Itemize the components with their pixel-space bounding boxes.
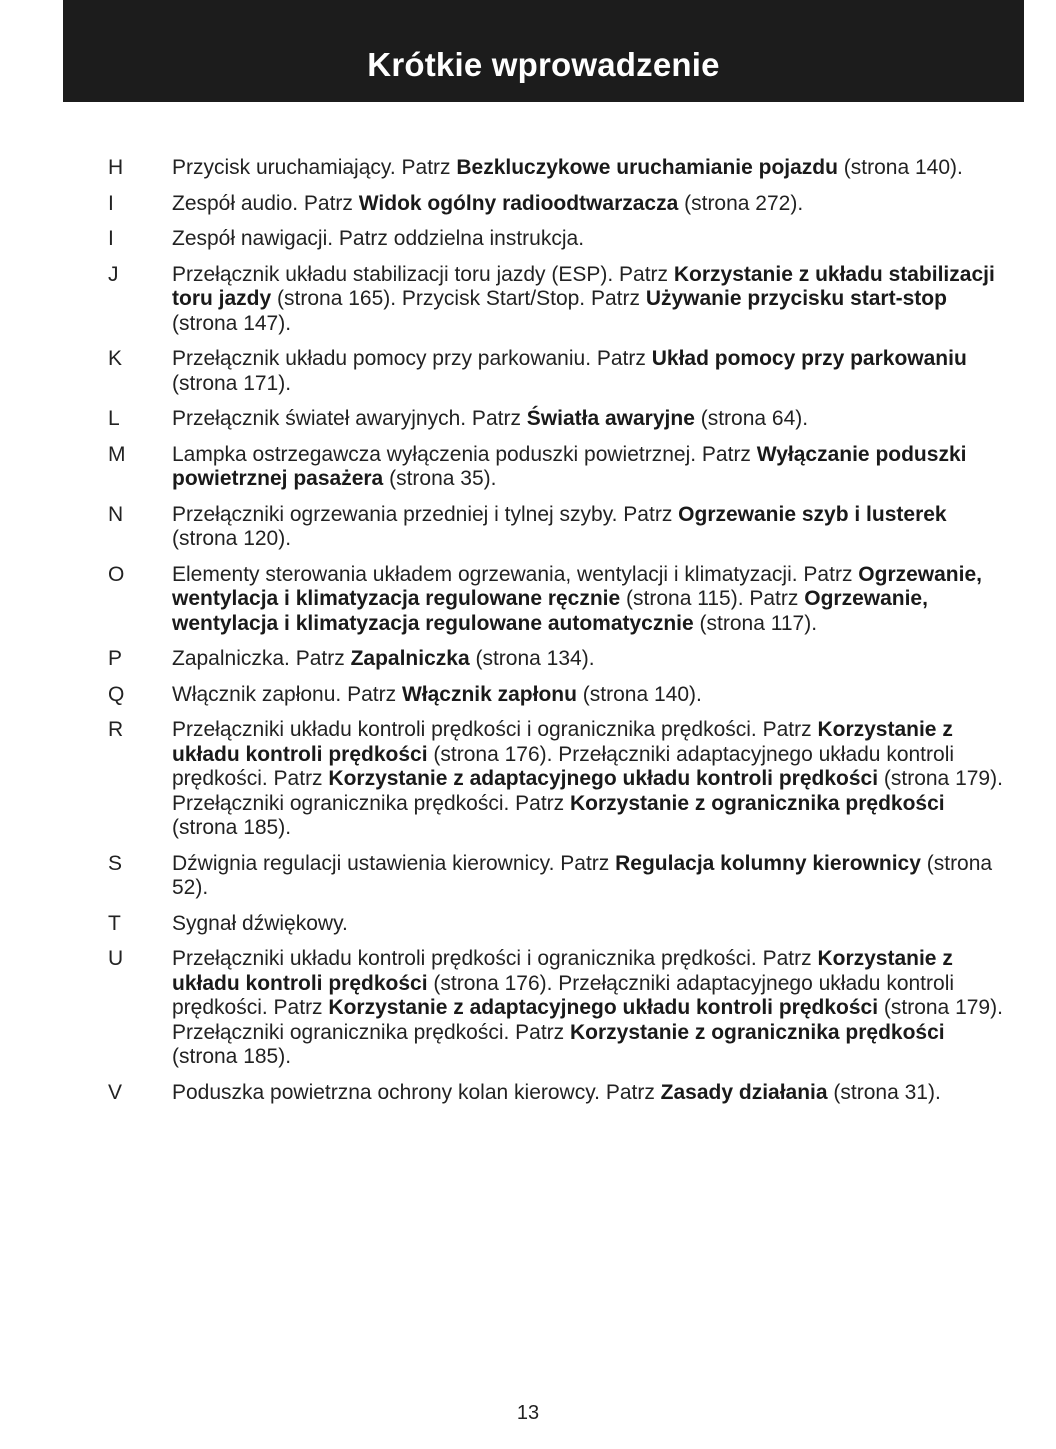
- legend-description: [172, 912, 1014, 937]
- legend-letter: I: [108, 227, 114, 250]
- cross-reference-title: Bezkluczykowe uruchamianie pojazdu: [456, 156, 838, 179]
- legend-description: [172, 852, 1014, 901]
- legend-letter: T: [108, 911, 121, 935]
- legend-description: [172, 443, 1014, 492]
- legend-entry: [0, 683, 1056, 708]
- legend-letter: U: [108, 947, 124, 970]
- legend-entry: [0, 192, 1056, 217]
- cross-reference-title: Korzystanie z adaptacyjnego układu kontroli prędkości: [328, 767, 879, 790]
- legend-description: [172, 407, 1014, 432]
- description-text: Elementy sterowania układem ogrzewania, wentylacji i klimatyzacji. Patrz: [172, 562, 859, 586]
- description-text: (strona 147).: [172, 311, 292, 335]
- cross-reference-title: Regulacja kolumny kierownicy: [615, 851, 921, 875]
- legend-entry: [0, 347, 1056, 396]
- description-text: Włącznik zapłonu. Patrz: [172, 682, 402, 706]
- description-text: (strona 185).: [172, 1045, 292, 1068]
- description-text: (strona 115). Patrz: [620, 587, 805, 610]
- description-text: (strona 171).: [172, 371, 292, 395]
- legend-description: [172, 647, 1014, 672]
- page-title: Krótkie wprowadzenie: [367, 46, 720, 83]
- legend-entry: [0, 718, 1056, 841]
- cross-reference-title: Korzystanie z układu kontroli prędkości: [172, 947, 953, 995]
- legend-entry: [0, 647, 1056, 672]
- page-number: 13: [516, 1402, 540, 1424]
- description-text: (strona 52).: [172, 851, 993, 899]
- description-text: Poduszka powietrzna ochrony kolan kierowcy. Patrz: [172, 1080, 661, 1104]
- legend-entry: [0, 263, 1056, 337]
- legend-entry: [0, 407, 1056, 432]
- description-text: Przełącznik układu stabilizacji toru jazdy (ESP). Patrz: [172, 262, 674, 286]
- legend-description: [172, 718, 1014, 841]
- description-text: Zespół audio. Patrz: [172, 191, 359, 215]
- legend-description: [172, 563, 1014, 637]
- legend-letter: L: [108, 407, 120, 430]
- description-text: (strona 140).: [837, 156, 963, 179]
- cross-reference-title: Korzystanie z układu kontroli prędkości: [172, 718, 953, 766]
- legend-description: [172, 263, 1014, 337]
- legend-description: [172, 503, 1014, 552]
- cross-reference-title: Ogrzewanie, wentylacja i klimatyzacja regulowane automatycznie: [172, 587, 928, 635]
- cross-reference-title: Korzystanie z układu stabilizacji toru jazdy: [172, 262, 995, 310]
- description-text: Dźwignia regulacji ustawienia kierownicy. Patrz: [172, 851, 616, 875]
- cross-reference-title: Korzystanie z ogranicznika prędkości: [570, 791, 945, 815]
- legend-entry: [0, 227, 1056, 252]
- cross-reference-title: Korzystanie z adaptacyjnego układu kontroli prędkości: [328, 996, 879, 1019]
- legend-letter: R: [108, 718, 124, 741]
- legend-entry: [0, 563, 1056, 637]
- description-text: Przycisk uruchamiający. Patrz: [172, 156, 457, 179]
- header-band: [63, 0, 1024, 102]
- description-text: Zapalniczka. Patrz: [172, 647, 351, 670]
- cross-reference-title: Ogrzewanie, wentylacja i klimatyzacja regulowane ręcznie: [172, 562, 982, 610]
- cross-reference-title: Ogrzewanie szyb i lusterek: [678, 502, 947, 526]
- description-text: (strona 165). Przycisk Start/Stop. Patrz: [271, 287, 646, 310]
- description-text: Sygnał dźwiękowy.: [172, 911, 348, 935]
- legend-letter: P: [108, 647, 123, 670]
- description-text: (strona 117).: [693, 611, 818, 635]
- legend-entry: [0, 947, 1056, 1070]
- legend-letter: S: [108, 851, 123, 875]
- description-text: (strona 140).: [576, 682, 702, 706]
- description-text: Przełącznik świateł awaryjnych. Patrz: [172, 407, 527, 430]
- legend-description: [172, 156, 1014, 181]
- legend-description: [172, 192, 1014, 217]
- cross-reference-title: Korzystanie z ogranicznika prędkości: [570, 1020, 945, 1044]
- legend-letter: K: [108, 347, 123, 370]
- legend-letter: M: [108, 442, 126, 466]
- legend-description: [172, 683, 1014, 708]
- cross-reference-title: Światła awaryjne: [526, 407, 695, 430]
- description-text: (strona 179). Przełączniki ogranicznika prędkości. Patrz: [172, 767, 1003, 815]
- description-text: (strona 179). Przełączniki ogranicznika prędkości. Patrz: [172, 996, 1003, 1044]
- description-text: (strona 185).: [172, 816, 292, 839]
- description-text: Zespół nawigacji. Patrz oddzielna instrukcja.: [172, 227, 585, 250]
- description-text: (strona 120).: [172, 527, 292, 550]
- description-text: Przełączniki układu kontroli prędkości i ogranicznika prędkości. Patrz: [172, 947, 818, 970]
- cross-reference-title: Widok ogólny radioodtwarzacza: [358, 191, 679, 215]
- description-text: Przełączniki ogrzewania przedniej i tylnej szyby. Patrz: [172, 502, 679, 526]
- cross-reference-title: Włącznik zapłonu: [401, 682, 577, 706]
- legend-entry: [0, 1081, 1056, 1106]
- description-text: (strona 176). Przełączniki adaptacyjnego układu kontroli prędkości. Patrz: [172, 971, 955, 1019]
- cross-reference-title: Wyłączanie poduszki powietrznej pasażera: [172, 442, 967, 490]
- legend-entry: [0, 503, 1056, 552]
- legend-letter: V: [108, 1080, 123, 1104]
- legend-letter: H: [108, 156, 124, 179]
- description-text: (strona 134).: [469, 647, 595, 670]
- description-text: Przełącznik układu pomocy przy parkowaniu. Patrz: [172, 347, 652, 370]
- description-text: (strona 64).: [694, 407, 809, 430]
- legend-letter: I: [108, 191, 114, 215]
- cross-reference-title: Zasady działania: [660, 1080, 828, 1104]
- legend-description: [172, 1081, 1014, 1106]
- legend-entry: [0, 912, 1056, 937]
- description-text: (strona 31).: [827, 1080, 941, 1104]
- legend-description: [172, 947, 1014, 1070]
- legend-entry: [0, 156, 1056, 181]
- legend-letter: J: [108, 262, 119, 286]
- cross-reference-title: Zapalniczka: [350, 647, 470, 670]
- description-text: (strona 272).: [678, 191, 804, 215]
- description-text: Przełączniki układu kontroli prędkości i ogranicznika prędkości. Patrz: [172, 718, 818, 741]
- legend-letter: O: [108, 562, 125, 586]
- legend-description: [172, 227, 1014, 252]
- description-text: Lampka ostrzegawcza wyłączenia poduszki powietrznej. Patrz: [172, 442, 757, 466]
- legend-letter: N: [108, 502, 124, 526]
- legend-entry: [0, 852, 1056, 901]
- legend-letter: Q: [108, 682, 125, 706]
- legend-list: [0, 156, 1056, 1116]
- legend-description: [172, 347, 1014, 396]
- legend-entry: [0, 443, 1056, 492]
- description-text: (strona 35).: [383, 467, 497, 490]
- cross-reference-title: Układ pomocy przy parkowaniu: [651, 347, 967, 370]
- description-text: (strona 176). Przełączniki adaptacyjnego układu kontroli prędkości. Patrz: [172, 742, 955, 790]
- cross-reference-title: Używanie przycisku start-stop: [645, 287, 947, 310]
